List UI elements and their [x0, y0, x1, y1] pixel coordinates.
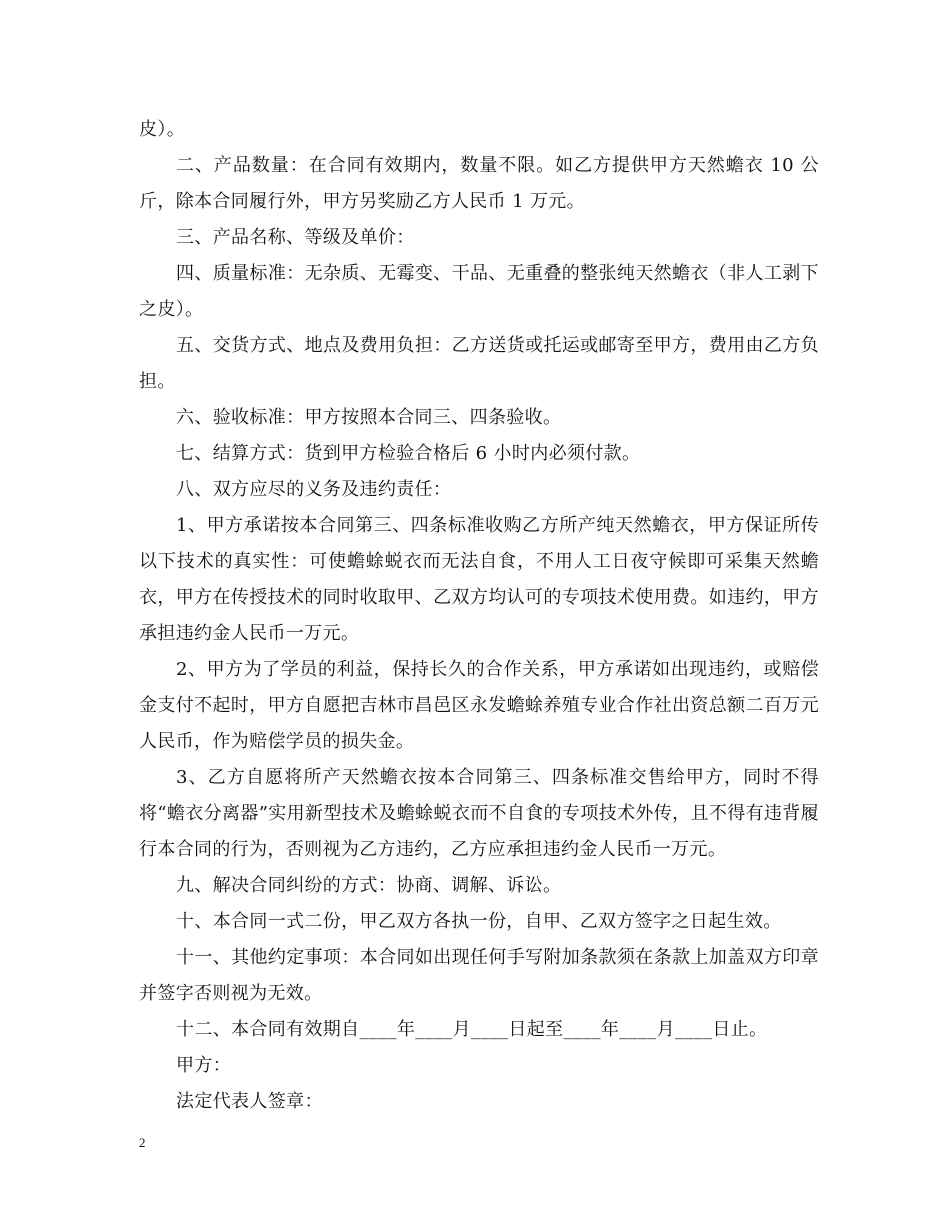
page-number: 2	[139, 1135, 146, 1150]
paragraph-settlement: 七、结算方式：货到甲方检验合格后 6 小时内必须付款。	[176, 443, 641, 464]
document-body	[139, 112, 819, 1120]
paragraph-other-terms: 十一、其他约定事项：本合同如出现任何手写附加条款须在条款上加盖双方印章并签字否则视为无效。	[139, 947, 819, 1004]
paragraph-delivery: 五、交货方式、地点及费用负担：乙方送货或托运或邮寄至甲方，费用由乙方负担。	[139, 335, 819, 392]
paragraph-dispute: 九、解决合同纠纷的方式：协商、调解、诉讼。	[176, 875, 562, 896]
legal-representative-signature-label: 法定代表人签章：	[176, 1091, 323, 1112]
paragraph-obligation-3: 3、乙方自愿将所产天然蟾衣按本合同第三、四条标准交售给甲方，同时不得将“蟾衣分离器”实用新型技术及蟾蜍蜕衣而不自食的专项技术外传，且不得有违背履行本合同的行为，否则视为乙方违约，乙方应承担违约金人民币一万元。	[139, 767, 819, 860]
paragraph-acceptance: 六、验收标准：甲方按照本合同三、四条验收。	[176, 407, 562, 428]
paragraph-quality-standard: 四、质量标准：无杂质、无霉变、干品、无重叠的整张纯天然蟾衣（非人工剥下之皮）。	[139, 263, 819, 320]
paragraph-obligation-1: 1、甲方承诺按本合同第三、四条标准收购乙方所产纯天然蟾衣，甲方保证所传以下技术的真实性：可使蟾蜍蜕衣而无法自食，不用人工日夜守候即可采集天然蟾衣，甲方在传授技术的同时收取甲、乙双方均认可的专项技术使用费。如违约，甲方承担违约金人民币一万元。	[139, 515, 819, 644]
paragraph-obligation-2: 2、甲方为了学员的利益，保持长久的合作关系，甲方承诺如出现违约，或赔偿金支付不起时，甲方自愿把吉林市昌邑区永发蟾蜍养殖专业合作社出资总额二百万元人民币，作为赔偿学员的损失金。	[139, 659, 819, 752]
paragraph-product-name: 三、产品名称、等级及单价：	[176, 227, 415, 248]
paragraph-copies: 十、本合同一式二份，甲乙双方各执一份，自甲、乙双方签字之日起生效。	[176, 911, 782, 932]
paragraph-obligations: 八、双方应尽的义务及违约责任：	[176, 479, 452, 500]
paragraph-validity: 十二、本合同有效期自____年____月____日起至____年____月____日止。	[176, 1019, 768, 1040]
paragraph: 皮）。	[139, 119, 186, 140]
party-a-label: 甲方：	[176, 1055, 232, 1076]
paragraph-product-quantity: 二、产品数量：在合同有效期内，数量不限。如乙方提供甲方天然蟾衣 10 公斤，除本合同履行外，甲方另奖励乙方人民币 1 万元。	[139, 155, 819, 212]
